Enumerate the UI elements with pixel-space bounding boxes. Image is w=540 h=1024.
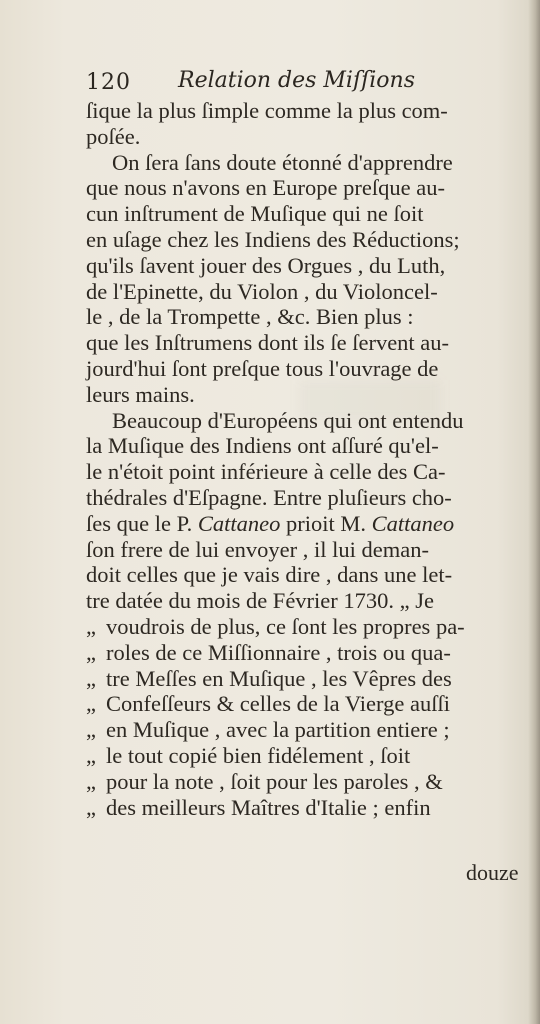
text-line: Beaucoup d'Européens qui ont entendu [112, 407, 464, 433]
text-line: cun inſtrument de Muſique qui ne ſoit [86, 201, 424, 227]
quote-mark: „ [86, 717, 96, 743]
quote-mark: „ [86, 639, 96, 665]
page-body-text [86, 98, 516, 820]
page-gutter-shadow [528, 0, 540, 1024]
page-header [86, 68, 506, 100]
quoted-line [86, 691, 516, 717]
text-line [86, 511, 516, 537]
quote-mark: „ [86, 665, 96, 691]
quote-mark: „ [86, 691, 96, 717]
quoted-text: roles de ce Miſſionnaire , trois ou qua- [106, 639, 451, 665]
quoted-text: pour la note , ſoit pour les paroles , & [106, 768, 443, 794]
quoted-text: tre Meſſes en Muſique , les Vêpres des [106, 665, 452, 691]
quoted-line [86, 743, 516, 769]
text-line: tre datée du mois de Février 1730. „ Je [86, 588, 435, 614]
quoted-text: des meilleurs Maîtres d'Italie ; enfin [106, 794, 431, 820]
text-line: le , de la Trompette , &c. Bien plus : [86, 304, 414, 330]
text-line: ſon frere de lui envoyer , il lui deman- [86, 536, 430, 562]
page-number: 120 [86, 70, 131, 95]
text-line: qu'ils ſavent jouer des Orgues , du Luth, [86, 252, 446, 278]
text-line: doit celles que je vais dire , dans une let- [86, 562, 453, 588]
text-line: la Muſique des Indiens ont aſſuré qu'el- [86, 433, 439, 459]
quoted-line [86, 640, 516, 666]
italic-name: Cattaneo [197, 510, 281, 536]
text-line: de l'Epinette, du Violon , du Violoncel- [86, 278, 438, 304]
quoted-line [86, 717, 516, 743]
quoted-text: le tout copié bien fidélement , ſoit [106, 742, 411, 768]
text-segment: ſes que le P. [86, 510, 193, 536]
quoted-text: voudrois de plus, ce ſont les propres pa- [106, 613, 465, 639]
quoted-line [86, 795, 516, 821]
text-line: que nous n'avons en Europe preſque au- [86, 175, 445, 201]
text-line: le n'étoit point inférieure à celle des Ca- [86, 459, 446, 485]
catchword: douze [466, 860, 519, 885]
italic-name: Cattaneo [371, 510, 455, 536]
quote-mark: „ [86, 613, 96, 639]
text-line: jourd'hui ſont preſque tous l'ouvrage de [86, 355, 439, 381]
text-line: thédrales d'Eſpagne. Entre pluſieurs cho- [86, 484, 452, 510]
text-line: en uſage chez les Indiens des Réductions; [86, 226, 460, 252]
quoted-text: Confeſſeurs & celles de la Vierge auſſi [106, 691, 450, 717]
quote-mark: „ [86, 768, 96, 794]
text-line: ſique la plus ſimple comme la plus com- [86, 98, 448, 123]
quoted-text: en Muſique , avec la partition entiere ; [106, 717, 450, 743]
quote-mark: „ [86, 742, 96, 768]
quoted-line [86, 614, 516, 640]
text-segment: prioit M. [280, 510, 372, 536]
quote-mark: „ [86, 794, 96, 820]
running-head: Relation des Miſſions [178, 68, 415, 93]
quoted-line [86, 769, 516, 795]
text-line: On ſera ſans doute étonné d'apprendre [112, 149, 453, 175]
text-line: que les Inſtrumens dont ils ſe ſervent au- [86, 330, 450, 356]
quoted-line [86, 666, 516, 692]
text-line: leurs mains. [86, 381, 195, 407]
text-line: poſée. [86, 123, 141, 149]
